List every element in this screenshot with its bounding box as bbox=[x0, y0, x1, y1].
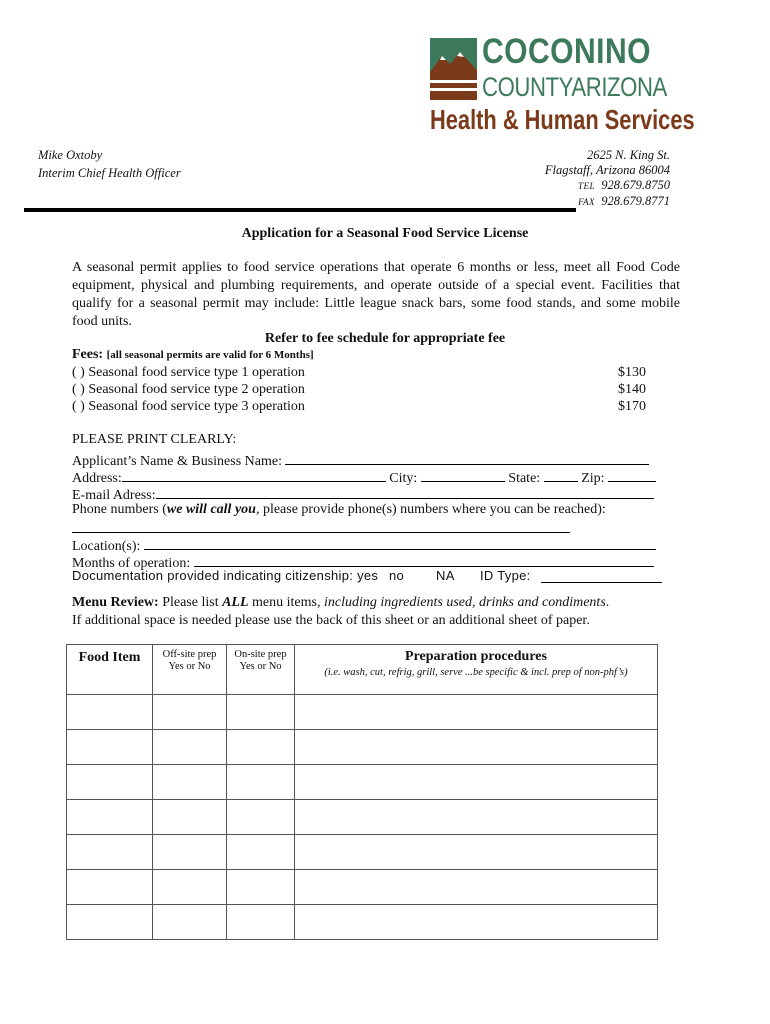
food-item-cell[interactable] bbox=[67, 800, 153, 835]
offsite-cell[interactable] bbox=[153, 905, 227, 940]
offsite-cell[interactable] bbox=[153, 765, 227, 800]
city-field[interactable] bbox=[421, 467, 505, 482]
fee-option-type-1[interactable]: ( ) Seasonal food service type 1 operation $130 bbox=[72, 365, 646, 380]
table-row bbox=[67, 905, 658, 940]
state-field[interactable] bbox=[544, 467, 578, 482]
food-item-cell[interactable] bbox=[67, 695, 153, 730]
county-logo-icon bbox=[430, 38, 477, 100]
email-row: E-mail Adress: bbox=[72, 484, 654, 504]
procedure-cell[interactable] bbox=[295, 905, 658, 940]
food-item-cell[interactable] bbox=[67, 905, 153, 940]
applicant-name-field[interactable] bbox=[285, 450, 649, 465]
menu-items-table bbox=[66, 644, 658, 940]
procedure-cell[interactable] bbox=[295, 730, 658, 765]
header-food-item: Food Item bbox=[67, 645, 153, 695]
table-row bbox=[67, 800, 658, 835]
doc-id-type-label: ID Type: bbox=[480, 568, 531, 583]
fee-option-type-3[interactable]: ( ) Seasonal food service type 3 operation $170 bbox=[72, 399, 646, 414]
months-field[interactable] bbox=[194, 552, 654, 567]
onsite-cell[interactable] bbox=[227, 800, 295, 835]
documentation-row: Documentation provided indicating citizenship: yes no NA ID Type: bbox=[72, 568, 662, 586]
procedure-cell[interactable] bbox=[295, 870, 658, 905]
table-header-row bbox=[67, 645, 658, 695]
offsite-cell[interactable] bbox=[153, 835, 227, 870]
table-row bbox=[67, 870, 658, 905]
food-item-cell[interactable] bbox=[67, 765, 153, 800]
table-row bbox=[67, 730, 658, 765]
fee-option-type-2[interactable]: ( ) Seasonal food service type 2 operation $140 bbox=[72, 382, 646, 397]
officer-block bbox=[38, 146, 181, 182]
address-city: Flagstaff, Arizona 86004 bbox=[544, 163, 670, 177]
procedure-cell[interactable] bbox=[295, 695, 658, 730]
procedure-cell[interactable] bbox=[295, 800, 658, 835]
onsite-cell[interactable] bbox=[227, 730, 295, 765]
offsite-cell[interactable] bbox=[153, 730, 227, 765]
food-item-cell[interactable] bbox=[67, 730, 153, 765]
months-row: Months of operation: bbox=[72, 552, 654, 572]
onsite-cell[interactable] bbox=[227, 695, 295, 730]
zip-field[interactable] bbox=[608, 467, 656, 482]
offsite-cell[interactable] bbox=[153, 695, 227, 730]
officer-title: Interim Chief Health Officer bbox=[38, 166, 181, 180]
procedure-cell[interactable] bbox=[295, 765, 658, 800]
header-offsite-prep: Off-site prep Yes or No bbox=[153, 645, 227, 695]
food-item-cell[interactable] bbox=[67, 870, 153, 905]
intro-paragraph: A seasonal permit applies to food service operations that operate 6 months or less, meet all Food Code equipment, physical and plumbing requirements, and operate outside of a special event. Facilities that qualify for a seasonal permit may include: Little league snack bars, some food stands, and some mobile food units. bbox=[72, 260, 680, 329]
phone-instructions: Phone numbers (we will call you, please provide phone(s) numbers where you can be reached): bbox=[72, 502, 606, 517]
address-fax: FAX 928.679.8771 bbox=[578, 194, 670, 208]
address-tel: TEL 928.679.8750 bbox=[577, 178, 670, 192]
email-field[interactable] bbox=[156, 484, 654, 499]
officer-name: Mike Oxtoby bbox=[38, 148, 103, 162]
menu-review-instructions: Menu Review: Please list ALL menu items, including ingredients used, drinks and condiments. If additional space is needed please use the back of this sheet or an additional sheet of paper. bbox=[72, 595, 610, 628]
address-field[interactable] bbox=[122, 467, 386, 482]
offsite-cell[interactable] bbox=[153, 870, 227, 905]
header-divider bbox=[24, 208, 576, 212]
address-row: Address: City: State: Zip: bbox=[72, 467, 656, 487]
procedure-cell[interactable] bbox=[295, 835, 658, 870]
doc-no-option[interactable]: no bbox=[389, 568, 405, 583]
offsite-cell[interactable] bbox=[153, 800, 227, 835]
onsite-cell[interactable] bbox=[227, 870, 295, 905]
address-block bbox=[545, 148, 670, 210]
applicant-name-row: Applicant’s Name & Business Name: bbox=[72, 450, 649, 470]
locations-field[interactable] bbox=[144, 535, 656, 550]
address-street: 2625 N. King St. bbox=[587, 148, 670, 162]
table-row bbox=[67, 695, 658, 730]
food-item-cell[interactable] bbox=[67, 835, 153, 870]
header-onsite-prep: On-site prep Yes or No bbox=[227, 645, 295, 695]
fees-heading: Fees: [all seasonal permits are valid for 6 Months] bbox=[72, 347, 314, 362]
doc-na-option[interactable]: NA bbox=[436, 568, 455, 583]
print-clearly-label: PLEASE PRINT CLEARLY: bbox=[72, 432, 237, 447]
page-title: Application for a Seasonal Food Service License bbox=[241, 226, 529, 241]
header-preparation-procedures: Preparation procedures (i.e. wash, cut, refrig, grill, serve ...be specific & incl. prep of non-phf’s) bbox=[295, 645, 658, 695]
phone-field[interactable] bbox=[72, 518, 570, 533]
fee-reference-note: Refer to fee schedule for appropriate fee bbox=[264, 331, 506, 346]
doc-id-type-field[interactable] bbox=[541, 568, 662, 583]
locations-row: Location(s): bbox=[72, 535, 656, 555]
onsite-cell[interactable] bbox=[227, 835, 295, 870]
table-row bbox=[67, 835, 658, 870]
logo-county-name: COCONINO bbox=[482, 32, 651, 71]
logo-department: Health & Human Services bbox=[430, 104, 695, 135]
onsite-cell[interactable] bbox=[227, 765, 295, 800]
logo-county-state: COUNTYARIZONA bbox=[482, 72, 667, 102]
table-row bbox=[67, 765, 658, 800]
onsite-cell[interactable] bbox=[227, 905, 295, 940]
